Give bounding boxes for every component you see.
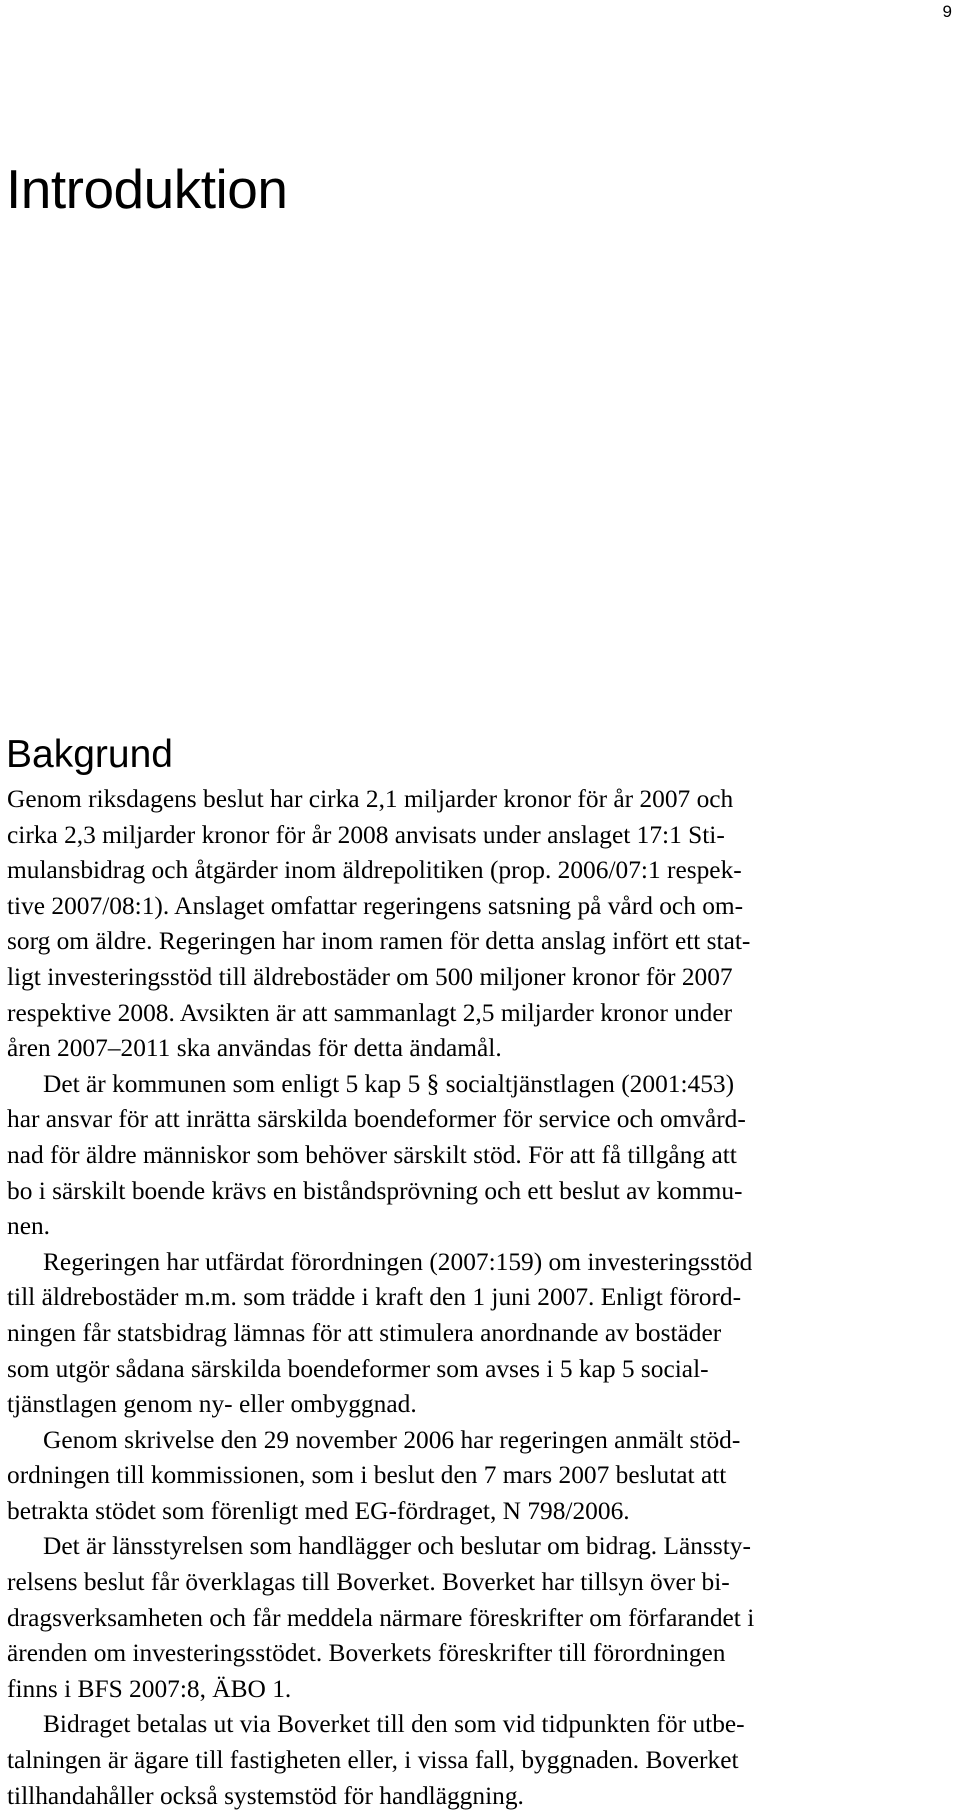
text-line: finns i BFS 2007:8, ÄBO 1.: [7, 1674, 292, 1703]
page-title: Introduktion: [6, 158, 288, 220]
text-line: sorg om äldre. Regeringen har inom ramen för detta anslag infört ett stat-: [7, 927, 751, 956]
text-line: mulansbidrag och åtgärder inom äldrepolitiken (prop. 2006/07:1 respek-: [7, 856, 742, 885]
text-line: talningen är ägare till fastigheten eller, i vissa fall, byggnaden. Boverket: [7, 1746, 739, 1775]
text-line: Det är kommunen som enligt 5 kap 5 § socialtjänstlagen (2001:453): [43, 1069, 735, 1098]
section-heading: Bakgrund: [6, 733, 173, 776]
text-line: som utgör sådana särskilda boendeformer som avses i 5 kap 5 social-: [7, 1354, 709, 1383]
text-line: dragsverksamheten och får meddela närmare föreskrifter om förfarandet i: [7, 1603, 755, 1632]
text-line: tillhandahåller också systemstöd för handläggning.: [7, 1781, 524, 1810]
text-line: tjänstlagen genom ny- eller ombyggnad.: [7, 1390, 417, 1419]
text-line: betrakta stödet som förenligt med EG-fördraget, N 798/2006.: [7, 1496, 630, 1525]
text-line: respektive 2008. Avsikten är att sammanlagt 2,5 miljarder kronor under: [7, 998, 733, 1027]
text-line: ligt investeringsstöd till äldrebostäder om 500 miljoner kronor för 2007: [7, 962, 733, 991]
text-line: nen.: [7, 1212, 51, 1241]
text-line: åren 2007–2011 ska användas för detta ändamål.: [7, 1034, 502, 1063]
page-number: 9: [942, 2, 952, 21]
text-line: ordningen till kommissionen, som i beslut den 7 mars 2007 beslutat att: [7, 1461, 727, 1490]
text-line: Regeringen har utfärdat förordningen (2007:159) om investeringsstöd: [43, 1247, 753, 1276]
text-line: tive 2007/08:1). Anslaget omfattar regeringens satsning på vård och om-: [7, 891, 744, 920]
text-line: relsens beslut får överklagas till Boverket. Boverket har tillsyn över bi-: [7, 1568, 730, 1597]
body-text: [7, 782, 899, 1814]
text-line: Bidraget betalas ut via Boverket till den som vid tidpunkten för utbe-: [43, 1710, 745, 1739]
text-line: nad för äldre människor som behöver särskilt stöd. För att få tillgång att: [7, 1140, 737, 1169]
text-line: Det är länsstyrelsen som handlägger och beslutar om bidrag. Länssty-: [43, 1532, 751, 1561]
text-line: har ansvar för att inrätta särskilda boendeformer för service och omvård-: [7, 1105, 746, 1134]
text-line: bo i särskilt boende krävs en biståndsprövning och ett beslut av kommu-: [7, 1176, 743, 1205]
text-line: till äldrebostäder m.m. som trädde i kraft den 1 juni 2007. Enligt förord-: [7, 1283, 742, 1312]
text-line: Genom riksdagens beslut har cirka 2,1 miljarder kronor för år 2007 och: [7, 785, 734, 813]
text-line: cirka 2,3 miljarder kronor för år 2008 anvisats under anslaget 17:1 Sti-: [7, 820, 725, 849]
text-line: ningen får statsbidrag lämnas för att stimulera anordnande av bostäder: [7, 1318, 722, 1347]
text-line: ärenden om investeringsstödet. Boverkets föreskrifter till förordningen: [7, 1639, 726, 1668]
text-line: Genom skrivelse den 29 november 2006 har regeringen anmält stöd-: [43, 1425, 741, 1454]
